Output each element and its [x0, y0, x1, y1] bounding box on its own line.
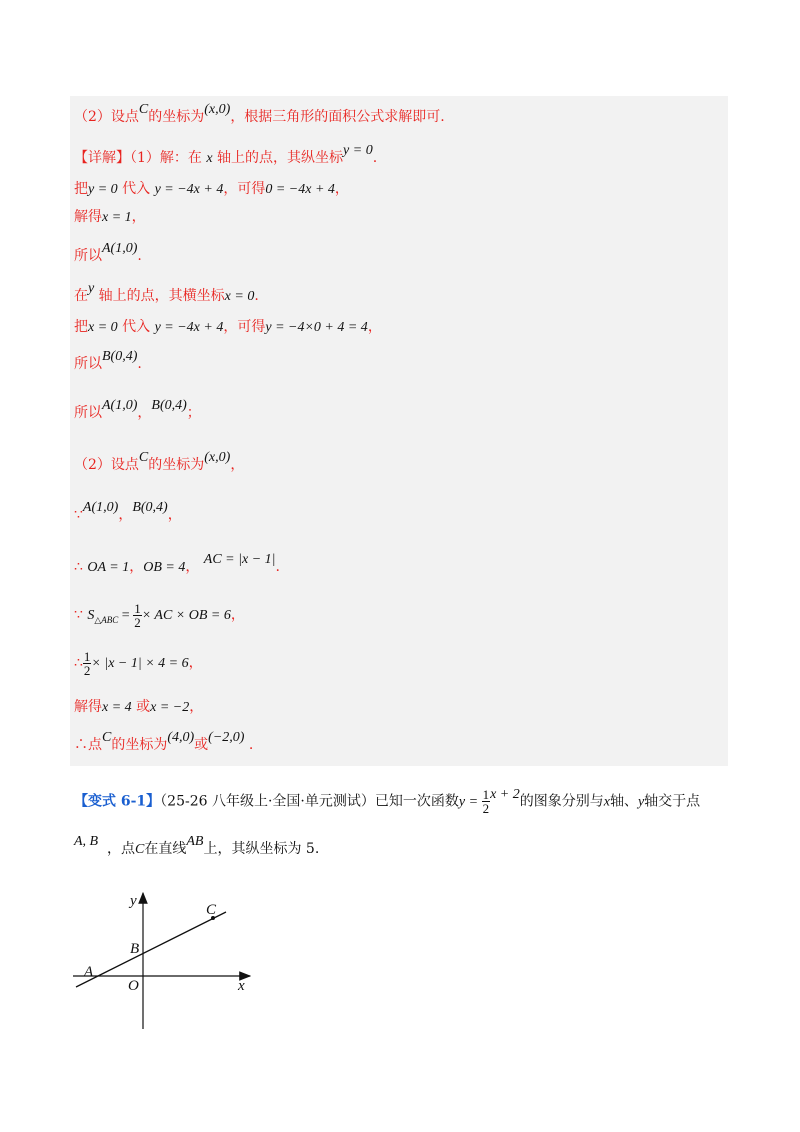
exercise-source: （25-26 八年级上·全国·单元测试）已知一次函数 [160, 793, 459, 810]
text: . [137, 248, 142, 264]
solution-line-1 [74, 102, 445, 127]
solution-line-5 [74, 241, 142, 266]
text: 的图象分别与 [519, 793, 604, 810]
text: . [254, 288, 259, 304]
math-expr: × |x − 1| × 4 = 6 [91, 656, 189, 671]
math-expr: y = [458, 794, 482, 810]
fraction-denominator: 2 [83, 662, 91, 678]
label-a: A [84, 964, 94, 980]
exercise-tag: 【变式 6-1】 [74, 793, 161, 810]
text: ， [129, 559, 144, 575]
text: ， [367, 319, 382, 335]
text: ，点 [107, 841, 136, 857]
math-expr: 0 = −4x + 4 [265, 182, 335, 197]
math-expr: x = −2 [150, 700, 190, 715]
solution-line-13 [74, 600, 245, 635]
text: ，根据三角形的面积公式求解即可. [230, 109, 445, 125]
solution-line-4 [74, 208, 146, 227]
math-expr: y = −4x + 4 [154, 320, 224, 335]
solution-line-16 [74, 730, 254, 755]
math-expr: x = 0 [224, 289, 255, 304]
math-expr: OA = 1 [87, 560, 130, 575]
math-expr: (4,0) [167, 730, 195, 745]
label-x: x [238, 978, 245, 994]
text: ∴ [74, 559, 83, 575]
solution-line-6 [74, 281, 259, 306]
text: ，可得 [223, 319, 266, 335]
fraction-numerator: 1 [482, 787, 490, 802]
label-c: C [206, 902, 217, 918]
fraction-numerator: 1 [134, 600, 141, 616]
math-var: C [135, 842, 145, 857]
math-expr: x + 2 [490, 786, 520, 802]
text: 的坐标为 [148, 457, 205, 473]
text: 或 [136, 699, 151, 715]
exercise-statement-line-2 [74, 834, 320, 858]
text: ， [118, 507, 133, 523]
math-var: C [138, 450, 149, 465]
math-expr: (x,0) [204, 102, 231, 117]
solution-line-15 [74, 698, 203, 717]
text: 所以 [74, 405, 102, 421]
text: . [372, 150, 378, 166]
text: ， [230, 607, 245, 623]
math-var: y [637, 794, 645, 810]
math-expr: A, B [74, 834, 99, 849]
solution-line-7 [74, 318, 382, 337]
text: ∵ [74, 607, 83, 623]
text: 代入 [122, 319, 151, 335]
text: 轴交于点 [644, 793, 701, 810]
text: ， [185, 559, 200, 575]
text: 解得 [74, 209, 102, 225]
solution-line-8 [74, 349, 142, 374]
text: 把 [74, 319, 88, 335]
text: ， [131, 209, 146, 225]
math-var: C [138, 102, 149, 117]
math-expr: y = 0 [88, 182, 118, 197]
math-var: AB [186, 834, 204, 849]
math-expr: B(0,4) [132, 500, 168, 515]
math-expr: y = −4x + 4 [154, 182, 224, 197]
label-b: B [130, 941, 140, 957]
math-expr: × AC × OB = 6 [141, 608, 231, 623]
text: ∵ [74, 507, 83, 523]
text: ∴点 [74, 737, 102, 753]
text: 【详解】（1）解：在 [74, 150, 202, 166]
math-expr: A(1,0) [82, 500, 119, 515]
math-expr: OB = 4 [143, 560, 186, 575]
math-expr: y = 0 [343, 143, 373, 158]
fraction [133, 602, 142, 629]
text: ∴ [74, 655, 83, 671]
solution-line-10 [74, 450, 245, 475]
math-expr: y = −4×0 + 4 = 4 [265, 320, 368, 335]
exercise-statement [74, 788, 700, 815]
text: 在直线 [144, 841, 187, 857]
text: 上，其纵坐标为 5. [203, 841, 320, 857]
text: ， [334, 181, 349, 197]
text: 的坐标为 [148, 109, 205, 125]
text: 轴上的点，其纵坐标 [217, 150, 344, 166]
solution-line-9 [74, 398, 201, 423]
fraction-denominator: 2 [134, 614, 141, 630]
fraction-denominator: 2 [482, 801, 490, 816]
text: （2）设点 [74, 109, 139, 125]
math-expr: = [118, 608, 134, 623]
fraction [482, 788, 491, 815]
text: 或 [194, 737, 209, 753]
text: 所以 [74, 248, 102, 264]
math-var: C [102, 730, 112, 745]
solution-line-11 [74, 500, 182, 525]
text: ，可得 [223, 181, 266, 197]
text: 轴上的点，其横坐标 [98, 288, 225, 304]
math-expr: x = 1 [102, 210, 132, 225]
solution-line-14 [74, 648, 203, 679]
solution-line-3 [74, 180, 349, 199]
text: ， [137, 405, 152, 421]
text: 解得 [74, 699, 102, 715]
text: 轴、 [609, 793, 638, 810]
math-var: S [87, 608, 95, 623]
solution-line-12 [74, 552, 280, 577]
math-var: y [88, 281, 95, 296]
text: 代入 [122, 181, 151, 197]
math-expr: (x,0) [204, 450, 231, 465]
math-expr: B(0,4) [151, 398, 187, 413]
math-expr: A(1,0) [102, 241, 138, 256]
math-expr: x = 0 [88, 320, 118, 335]
text: ， [188, 655, 203, 671]
math-expr: A(1,0) [102, 398, 138, 413]
text: ， [167, 507, 182, 523]
text: . [248, 737, 254, 753]
text: （2）设点 [74, 457, 139, 473]
label-o: O [128, 978, 139, 994]
math-var: x [206, 151, 213, 166]
text: ， [189, 699, 204, 715]
text: ； [186, 405, 201, 421]
text: . [275, 559, 280, 575]
solution-line-2 [74, 143, 378, 168]
text: . [137, 356, 142, 372]
math-var: x [603, 794, 610, 810]
text: ， [230, 457, 245, 473]
label-y: y [130, 893, 137, 909]
math-expr: x = 4 [102, 700, 132, 715]
text: 把 [74, 181, 88, 197]
math-expr: (−2,0) [208, 730, 245, 745]
coordinate-figure [68, 885, 268, 1035]
text: 所以 [74, 356, 102, 372]
math-expr: AC = |x − 1| [203, 552, 276, 567]
fraction-numerator: 1 [83, 648, 91, 664]
text: 在 [74, 288, 88, 304]
text: 的坐标为 [111, 737, 168, 753]
math-expr: B(0,4) [102, 349, 138, 364]
math-subscript: △ABC [94, 614, 119, 625]
